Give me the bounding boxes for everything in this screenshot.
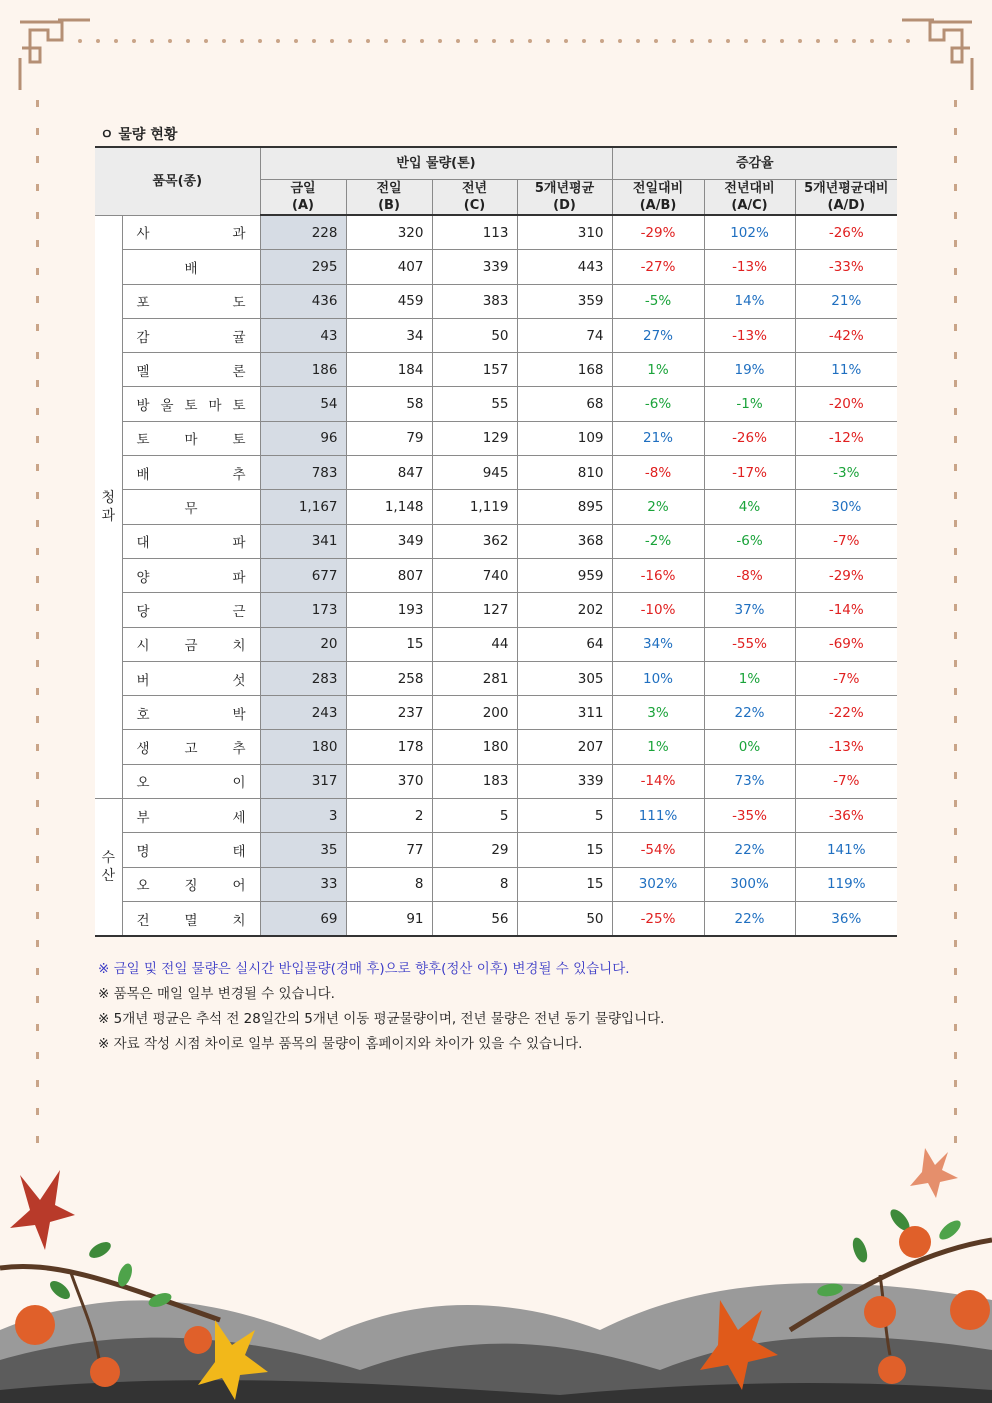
note-realtime: ※ 금일 및 전일 물량은 실시간 반입물량(경매 후)으로 향후(정산 이후) 변경될 수 있습니다.: [98, 961, 630, 977]
corner-ornament-right: [902, 20, 972, 90]
table-row: [95, 387, 897, 421]
rate-ab-cell: -6%: [612, 387, 704, 421]
table-row: [95, 661, 897, 695]
note-items-change: ※ 품목은 매일 일부 변경될 수 있습니다.: [98, 986, 335, 1002]
volume-d-cell: 443: [517, 250, 612, 284]
item-name-char: 마: [208, 398, 222, 415]
rate-ab-cell: -8%: [612, 456, 704, 490]
rate-ac-cell: 22%: [704, 833, 795, 867]
volume-b-cell: 184: [346, 353, 432, 387]
item-name-cell: [122, 867, 260, 901]
volume-a-cell: 54: [260, 387, 346, 421]
item-name: [137, 566, 246, 586]
item-name-cell: [122, 661, 260, 695]
rate-ab-cell: -54%: [612, 833, 704, 867]
item-name: [137, 737, 246, 757]
item-name-char: 파: [232, 569, 246, 586]
rate-ac-cell: 14%: [704, 284, 795, 318]
volume-b-cell: 91: [346, 901, 432, 936]
table-row: [95, 456, 897, 490]
column-header-code: (A/D): [827, 198, 866, 213]
volume-a-cell: 96: [260, 421, 346, 455]
rate-ac-cell: -1%: [704, 387, 795, 421]
item-name-cell: [122, 558, 260, 592]
notes: [98, 957, 664, 1057]
rate-ac-cell: 73%: [704, 764, 795, 798]
rate-ad-cell: -36%: [795, 799, 897, 833]
item-name-char: 치: [232, 912, 246, 929]
volume-d-cell: 368: [517, 524, 612, 558]
column-header: [704, 180, 795, 216]
rate-ab-cell: -27%: [612, 250, 704, 284]
item-name-char: 세: [232, 809, 246, 826]
volume-a-cell: 20: [260, 627, 346, 661]
rate-ac-cell: 22%: [704, 901, 795, 936]
table-row: [95, 867, 897, 901]
item-name: [137, 634, 246, 654]
volume-c-cell: 8: [432, 867, 517, 901]
volume-b-cell: 79: [346, 421, 432, 455]
volume-group-header: 반입 물량(톤): [260, 147, 612, 180]
volume-b-cell: 847: [346, 456, 432, 490]
volume-c-cell: 157: [432, 353, 517, 387]
item-name-char: 이: [232, 775, 246, 792]
rate-ad-cell: -7%: [795, 524, 897, 558]
item-name-cell: [122, 833, 260, 867]
item-name-char: 도: [232, 295, 246, 312]
volume-d-cell: 311: [517, 696, 612, 730]
rate-ab-cell: 3%: [612, 696, 704, 730]
column-header-code: (D): [553, 198, 576, 213]
volume-b-cell: 1,148: [346, 490, 432, 524]
volume-d-cell: 959: [517, 558, 612, 592]
rate-ad-cell: 141%: [795, 833, 897, 867]
item-name-char: 파: [232, 535, 246, 552]
column-header-label: 금일: [290, 181, 316, 196]
item-name-cell: [122, 593, 260, 627]
volume-d-cell: 109: [517, 421, 612, 455]
rate-ab-cell: -10%: [612, 593, 704, 627]
volume-b-cell: 8: [346, 867, 432, 901]
volume-c-cell: 945: [432, 456, 517, 490]
volume-d-cell: 64: [517, 627, 612, 661]
volume-d-cell: 339: [517, 764, 612, 798]
item-name-char: 마: [184, 432, 198, 449]
table-row: [95, 353, 897, 387]
table-row: [95, 593, 897, 627]
table-row: [95, 250, 897, 284]
item-name-char: 건: [136, 912, 150, 929]
item-name-char: 근: [232, 603, 246, 620]
item-name-char: 고: [184, 741, 198, 758]
volume-b-cell: 459: [346, 284, 432, 318]
volume-c-cell: 29: [432, 833, 517, 867]
item-name-char: 금: [184, 638, 198, 655]
item-name-char: 명: [136, 843, 150, 860]
volume-a-cell: 3: [260, 799, 346, 833]
volume-d-cell: 74: [517, 318, 612, 352]
item-name-char: 어: [232, 878, 246, 895]
volume-b-cell: 178: [346, 730, 432, 764]
rate-ab-cell: 10%: [612, 661, 704, 695]
item-name-char: 오: [136, 878, 150, 895]
rate-ab-cell: 1%: [612, 353, 704, 387]
item-name-char: 귤: [232, 329, 246, 346]
item-name: 무: [184, 501, 198, 518]
item-name: [137, 840, 246, 860]
item-name-char: 생: [136, 741, 150, 758]
item-name-cell: [122, 421, 260, 455]
item-header: 품목(종): [95, 147, 260, 215]
rate-ac-cell: 0%: [704, 730, 795, 764]
item-name: [137, 909, 246, 929]
item-name-char: 감: [136, 329, 150, 346]
rate-ad-cell: 21%: [795, 284, 897, 318]
volume-c-cell: 56: [432, 901, 517, 936]
rate-ab-cell: -16%: [612, 558, 704, 592]
item-name: [137, 669, 246, 689]
item-name-char: 토: [232, 432, 246, 449]
rate-ad-cell: -3%: [795, 456, 897, 490]
rate-ad-cell: -69%: [795, 627, 897, 661]
table-row: [95, 215, 897, 250]
volume-a-cell: 173: [260, 593, 346, 627]
item-name: [137, 703, 246, 723]
item-name-char: 버: [136, 672, 150, 689]
item-name-char: 섯: [232, 672, 246, 689]
volume-a-cell: 186: [260, 353, 346, 387]
section-title: ㅇ 물량 현황: [100, 127, 178, 143]
volume-a-cell: 283: [260, 661, 346, 695]
item-name-char: 치: [232, 638, 246, 655]
item-name-char: 시: [136, 638, 150, 655]
rate-ac-cell: 4%: [704, 490, 795, 524]
volume-c-cell: 1,119: [432, 490, 517, 524]
volume-c-cell: 5: [432, 799, 517, 833]
item-name-char: 당: [136, 603, 150, 620]
column-header-label: 전년: [461, 181, 488, 196]
item-name-char: 론: [232, 363, 246, 380]
rate-ac-cell: -8%: [704, 558, 795, 592]
corner-ornament-left: [20, 20, 90, 90]
rate-ac-cell: -13%: [704, 318, 795, 352]
rate-ad-cell: -29%: [795, 558, 897, 592]
rate-ad-cell: 119%: [795, 867, 897, 901]
item-name-char: 토: [232, 398, 246, 415]
table-row: [95, 490, 897, 524]
item-name: [137, 360, 246, 380]
volume-b-cell: 370: [346, 764, 432, 798]
volume-d-cell: 895: [517, 490, 612, 524]
column-header: [432, 180, 517, 216]
item-name: [137, 874, 246, 894]
table-row: [95, 284, 897, 318]
rate-ad-cell: -33%: [795, 250, 897, 284]
volume-b-cell: 15: [346, 627, 432, 661]
column-header: [346, 180, 432, 216]
rate-ad-cell: -42%: [795, 318, 897, 352]
volume-a-cell: 43: [260, 318, 346, 352]
item-name-char: 토: [136, 432, 150, 449]
column-header: [612, 180, 704, 216]
volume-c-cell: 127: [432, 593, 517, 627]
volume-c-cell: 740: [432, 558, 517, 592]
volume-a-cell: 436: [260, 284, 346, 318]
item-name-cell: [122, 284, 260, 318]
volume-b-cell: 237: [346, 696, 432, 730]
item-name-cell: [122, 250, 260, 284]
rate-ad-cell: -7%: [795, 661, 897, 695]
rate-ac-cell: 102%: [704, 215, 795, 250]
volume-a-cell: 180: [260, 730, 346, 764]
table-row: [95, 318, 897, 352]
item-name-char: 징: [184, 878, 198, 895]
volume-b-cell: 34: [346, 318, 432, 352]
volume-b-cell: 407: [346, 250, 432, 284]
item-name: [137, 771, 246, 791]
rate-ad-cell: 30%: [795, 490, 897, 524]
volume-b-cell: 193: [346, 593, 432, 627]
rate-ac-cell: 1%: [704, 661, 795, 695]
column-header-code: (C): [463, 198, 486, 213]
category-label: 청과: [101, 489, 116, 524]
column-header-code: (A/B): [639, 198, 677, 213]
volume-d-cell: 15: [517, 867, 612, 901]
item-name: [137, 600, 246, 620]
rate-ab-cell: 34%: [612, 627, 704, 661]
volume-b-cell: 349: [346, 524, 432, 558]
item-name-char: 호: [136, 706, 150, 723]
item-name-char: 울: [160, 398, 174, 415]
item-name-char: 태: [232, 843, 246, 860]
volume-a-cell: 317: [260, 764, 346, 798]
volume-a-cell: 69: [260, 901, 346, 936]
volume-b-cell: 2: [346, 799, 432, 833]
item-name-char: 포: [136, 295, 150, 312]
volume-d-cell: 359: [517, 284, 612, 318]
volume-d-cell: 15: [517, 833, 612, 867]
rate-ac-cell: -17%: [704, 456, 795, 490]
rate-ab-cell: 302%: [612, 867, 704, 901]
rate-ad-cell: -20%: [795, 387, 897, 421]
item-name: [137, 806, 246, 826]
item-name-char: 추: [232, 466, 246, 483]
item-name: 배: [184, 260, 198, 277]
volume-table: [95, 146, 897, 937]
rate-ab-cell: -2%: [612, 524, 704, 558]
volume-c-cell: 129: [432, 421, 517, 455]
table-row: [95, 764, 897, 798]
rate-ac-cell: 19%: [704, 353, 795, 387]
item-name-char: 과: [232, 226, 246, 243]
column-header-label: 5개년평균: [534, 181, 595, 196]
rate-ac-cell: 37%: [704, 593, 795, 627]
item-name-cell: [122, 215, 260, 250]
item-name-cell: [122, 627, 260, 661]
item-name-cell: [122, 318, 260, 352]
rate-ac-cell: 300%: [704, 867, 795, 901]
item-name-char: 배: [136, 466, 150, 483]
item-name-cell: [122, 730, 260, 764]
volume-a-cell: 35: [260, 833, 346, 867]
volume-c-cell: 55: [432, 387, 517, 421]
item-name: [137, 463, 246, 483]
item-name-cell: [122, 799, 260, 833]
volume-b-cell: 77: [346, 833, 432, 867]
volume-b-cell: 320: [346, 215, 432, 250]
rate-ab-cell: 2%: [612, 490, 704, 524]
note-average-definition: ※ 5개년 평균은 추석 전 28일간의 5개년 이동 평균물량이며, 전년 물량은 전년 동기 물량입니다.: [98, 1011, 665, 1027]
column-header: [795, 180, 897, 216]
rate-ad-cell: -7%: [795, 764, 897, 798]
rate-ac-cell: -26%: [704, 421, 795, 455]
rate-ac-cell: 22%: [704, 696, 795, 730]
item-name-char: 대: [136, 535, 150, 552]
table-row: [95, 696, 897, 730]
rate-ad-cell: -14%: [795, 593, 897, 627]
volume-a-cell: 677: [260, 558, 346, 592]
rate-ab-cell: -14%: [612, 764, 704, 798]
column-header-label: 5개년평균대비: [804, 181, 889, 196]
volume-a-cell: 33: [260, 867, 346, 901]
table-row: [95, 799, 897, 833]
item-name-char: 추: [232, 741, 246, 758]
table-row: [95, 627, 897, 661]
volume-b-cell: 807: [346, 558, 432, 592]
column-header-label: 전일대비: [632, 181, 684, 196]
volume-c-cell: 180: [432, 730, 517, 764]
rate-ad-cell: -26%: [795, 215, 897, 250]
column-header-code: (B): [378, 198, 400, 213]
item-name-cell: [122, 387, 260, 421]
rate-ad-cell: 36%: [795, 901, 897, 936]
rate-ac-cell: -55%: [704, 627, 795, 661]
rate-ad-cell: -13%: [795, 730, 897, 764]
volume-a-cell: 1,167: [260, 490, 346, 524]
rate-ad-cell: 11%: [795, 353, 897, 387]
rate-ac-cell: -13%: [704, 250, 795, 284]
table-row: [95, 901, 897, 936]
rate-group-header: 증감율: [612, 147, 897, 180]
item-name-cell: [122, 764, 260, 798]
volume-c-cell: 44: [432, 627, 517, 661]
volume-c-cell: 183: [432, 764, 517, 798]
item-name-cell: [122, 490, 260, 524]
volume-a-cell: 295: [260, 250, 346, 284]
item-name: [137, 326, 246, 346]
item-name-cell: [122, 456, 260, 490]
column-header: [517, 180, 612, 216]
item-name-char: 토: [184, 398, 198, 415]
item-name: [137, 291, 246, 311]
volume-a-cell: 341: [260, 524, 346, 558]
item-name-cell: [122, 353, 260, 387]
volume-c-cell: 281: [432, 661, 517, 695]
item-name: [137, 222, 246, 242]
volume-c-cell: 339: [432, 250, 517, 284]
volume-d-cell: 310: [517, 215, 612, 250]
volume-c-cell: 200: [432, 696, 517, 730]
table-row: [95, 833, 897, 867]
table-row: [95, 730, 897, 764]
rate-ad-cell: -12%: [795, 421, 897, 455]
volume-d-cell: 168: [517, 353, 612, 387]
volume-a-cell: 243: [260, 696, 346, 730]
volume-b-cell: 58: [346, 387, 432, 421]
item-name-char: 사: [136, 226, 150, 243]
column-header-label: 전년대비: [724, 181, 775, 196]
volume-a-cell: 783: [260, 456, 346, 490]
mountain-illustration: [0, 1283, 992, 1403]
volume-d-cell: 50: [517, 901, 612, 936]
table-row: [95, 421, 897, 455]
volume-d-cell: 305: [517, 661, 612, 695]
rate-ab-cell: 27%: [612, 318, 704, 352]
item-name-char: 부: [136, 809, 150, 826]
volume-d-cell: 5: [517, 799, 612, 833]
volume-c-cell: 383: [432, 284, 517, 318]
item-name-char: 박: [232, 706, 246, 723]
volume-c-cell: 50: [432, 318, 517, 352]
item-name-char: 멜: [136, 363, 150, 380]
rate-ac-cell: -35%: [704, 799, 795, 833]
rate-ad-cell: -22%: [795, 696, 897, 730]
column-header-code: (A): [292, 198, 314, 213]
rate-ab-cell: 1%: [612, 730, 704, 764]
rate-ab-cell: -5%: [612, 284, 704, 318]
item-name: [137, 394, 246, 414]
item-name-char: 양: [136, 569, 150, 586]
rate-ab-cell: 21%: [612, 421, 704, 455]
item-name-char: 방: [136, 398, 150, 415]
table-body: [95, 215, 897, 936]
table-row: [95, 558, 897, 592]
table-row: [95, 524, 897, 558]
volume-d-cell: 68: [517, 387, 612, 421]
column-header-label: 전일: [376, 181, 402, 196]
volume-b-cell: 258: [346, 661, 432, 695]
item-name-char: 멸: [184, 912, 198, 929]
rate-ab-cell: -25%: [612, 901, 704, 936]
rate-ac-cell: -6%: [704, 524, 795, 558]
rate-ab-cell: -29%: [612, 215, 704, 250]
category-label: 수산: [101, 850, 116, 885]
volume-a-cell: 228: [260, 215, 346, 250]
rate-ab-cell: 111%: [612, 799, 704, 833]
column-header: [260, 180, 346, 216]
category-cell: [95, 215, 122, 799]
volume-d-cell: 202: [517, 593, 612, 627]
category-cell: [95, 799, 122, 937]
item-name: [137, 428, 246, 448]
item-name: [137, 531, 246, 551]
volume-c-cell: 113: [432, 215, 517, 250]
volume-d-cell: 207: [517, 730, 612, 764]
item-name-cell: [122, 901, 260, 936]
item-name-cell: [122, 696, 260, 730]
volume-d-cell: 810: [517, 456, 612, 490]
item-name-char: 오: [136, 775, 150, 792]
item-name-cell: [122, 524, 260, 558]
column-header-code: (A/C): [731, 198, 768, 213]
volume-c-cell: 362: [432, 524, 517, 558]
note-data-difference: ※ 자료 작성 시점 차이로 일부 품목의 물량이 홈페이지와 차이가 있을 수 있습니다.: [98, 1036, 583, 1052]
